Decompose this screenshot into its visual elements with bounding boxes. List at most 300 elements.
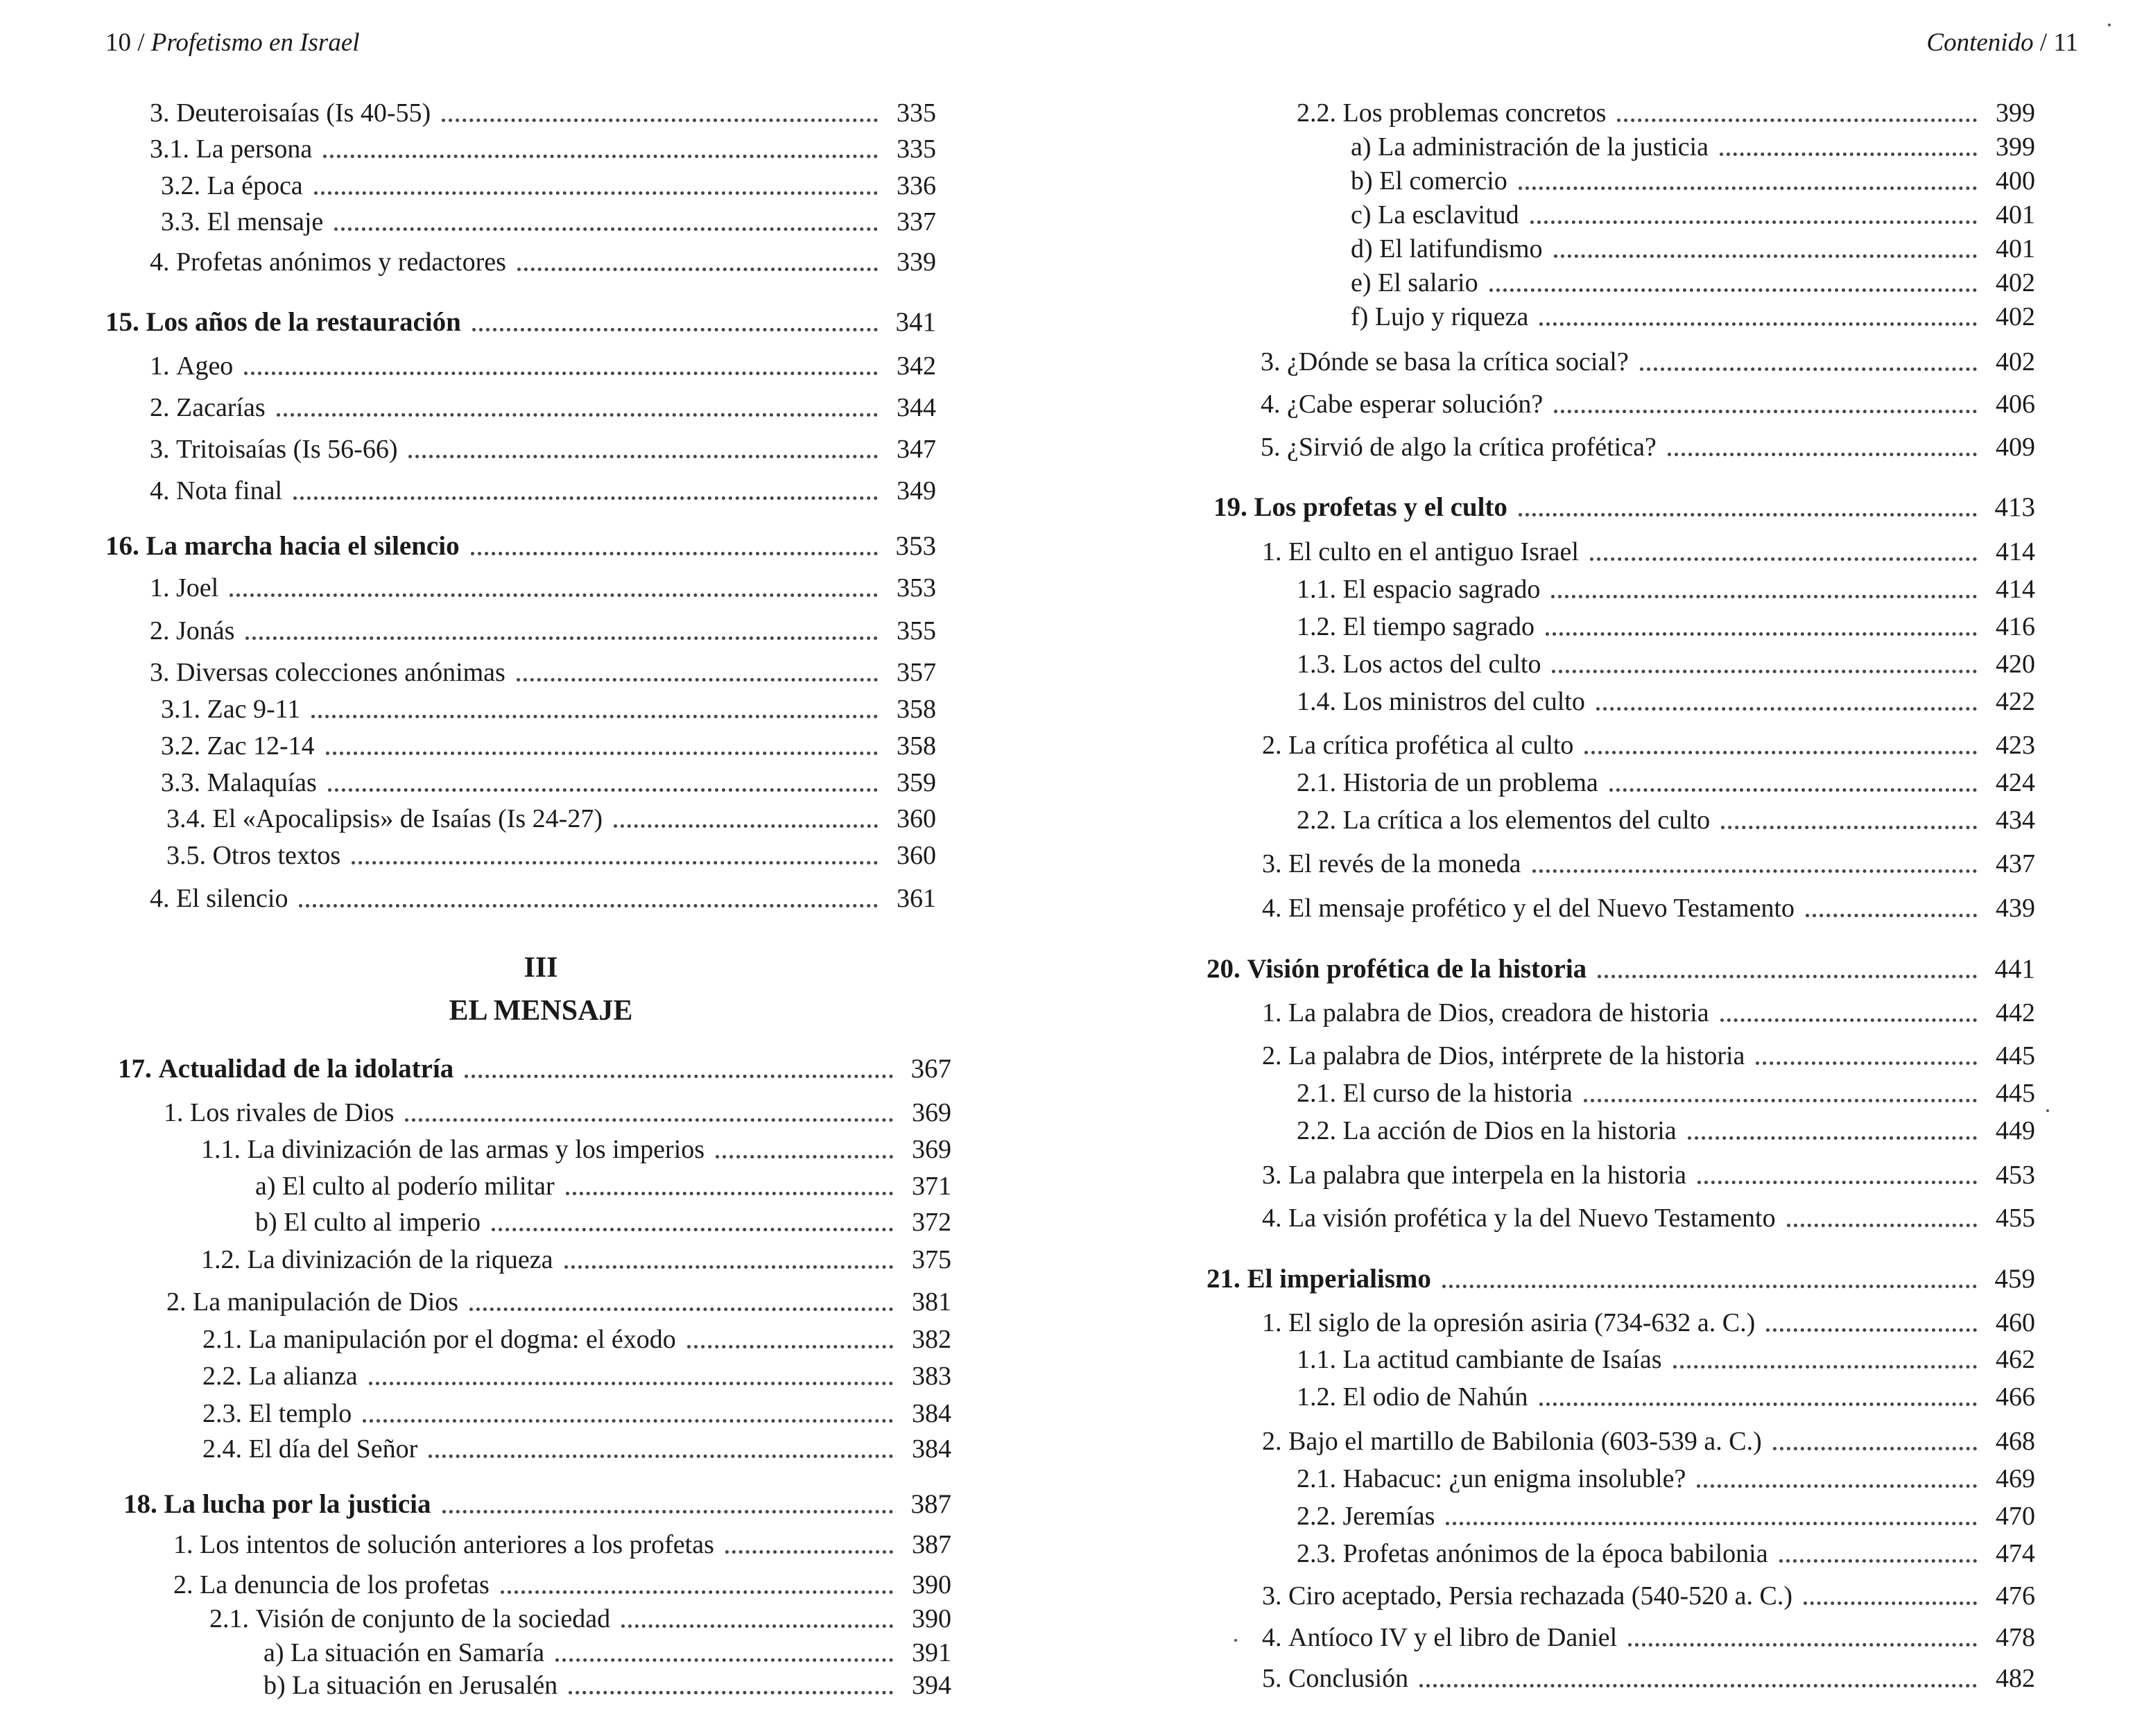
entry-number: 2.2. (1297, 1502, 1343, 1531)
entry-page-number: 336 (897, 171, 936, 200)
entry-title: Nota final (176, 476, 283, 505)
entry-page-number: 406 (1996, 390, 2035, 419)
entry-title: Visión de conjunto de la sociedad (255, 1604, 611, 1633)
entry-number: 3. (1262, 849, 1288, 878)
entry-number: b) (263, 1671, 293, 1700)
entry-title: Jonás (176, 616, 235, 645)
entry-number: 3. (1261, 347, 1287, 376)
entry-number: 3. (1262, 1581, 1288, 1611)
dot-leader (1554, 410, 1977, 413)
dot-leader (1546, 632, 1977, 636)
entry-title: Diversas colecciones anónimas (176, 658, 505, 687)
toc-entry (1297, 647, 2035, 682)
dot-leader (469, 1308, 893, 1311)
entry-page-number: 413 (1994, 492, 2035, 522)
scan-speck (1234, 1639, 1237, 1642)
entry-page-number: 381 (912, 1287, 951, 1317)
entry-page-number: 357 (897, 658, 936, 687)
entry-page-number: 476 (1996, 1581, 2035, 1611)
dot-leader (1609, 788, 1977, 792)
dot-leader (1554, 254, 1977, 258)
entry-number: 3.2. (161, 731, 207, 761)
entry-page-number: 335 (897, 98, 936, 128)
entry-page-number: 342 (897, 351, 936, 381)
toc-chapter-entry (123, 1487, 951, 1522)
entry-number: 4. (150, 248, 176, 277)
toc-entry (1351, 266, 2035, 300)
entry-page-number: 449 (1996, 1116, 2035, 1145)
entry-number: 1. (1262, 998, 1288, 1027)
toc-entry (1262, 1424, 2035, 1459)
entry-number: 2. (150, 616, 176, 645)
entry-page-number: 359 (897, 768, 936, 797)
toc-entry (1261, 345, 2035, 379)
toc-entry (173, 1527, 951, 1562)
entry-page-number: 384 (912, 1399, 951, 1428)
entry-number: 4. (1261, 390, 1287, 419)
entry-title: El espacio sagrado (1342, 575, 1541, 604)
entry-number: 1.2. (201, 1245, 248, 1274)
entry-title: Ageo (176, 351, 234, 381)
dot-leader (1697, 1484, 1977, 1488)
dot-leader (1584, 1099, 1977, 1102)
dot-leader (1519, 186, 1977, 190)
book-title: Profetismo en Israel (150, 28, 360, 57)
entry-page-number: 360 (897, 804, 936, 833)
entry-number: 2. (1262, 1427, 1288, 1456)
toc-entry (263, 1635, 951, 1670)
dot-leader (566, 1192, 893, 1195)
entry-title: El «Apocalipsis» de Isaías (Is 24-27) (212, 804, 603, 833)
entry-number: 3. (150, 435, 176, 464)
entry-page-number: 390 (912, 1570, 951, 1599)
dot-leader (1442, 1285, 1977, 1288)
entry-title: La administración de la justicia (1378, 132, 1709, 162)
entry-title: La acción de Dios en la historia (1342, 1116, 1677, 1145)
entry-page-number: 445 (1996, 1041, 2035, 1070)
dot-leader (1804, 1602, 1977, 1605)
dot-leader (1539, 1403, 1977, 1406)
toc-entry (209, 1602, 951, 1636)
dot-leader (1756, 1061, 1977, 1065)
toc-entry (1297, 1342, 2035, 1377)
dot-leader (555, 1658, 893, 1662)
toc-entry (1297, 1461, 2035, 1496)
toc-entry (1262, 728, 2035, 763)
right-page-number: 11 (2053, 28, 2078, 57)
entry-title: La denuncia de los profetas (200, 1570, 490, 1599)
entry-title: Zac 9-11 (207, 695, 301, 724)
part-number: III (524, 952, 558, 984)
entry-number: b) (255, 1208, 284, 1237)
dot-leader (1787, 1224, 1977, 1227)
toc-entry (1262, 1661, 2035, 1696)
toc-entry (1297, 1113, 2035, 1148)
scan-speck (2108, 24, 2111, 26)
entry-page-number: 353 (897, 573, 936, 602)
entry-title: El salario (1378, 268, 1478, 297)
toc-entry (1297, 1076, 2035, 1111)
entry-title: Habacuc: ¿un enigma insoluble? (1342, 1464, 1686, 1493)
toc-chapter-entry (1213, 490, 2035, 525)
toc-entry (1351, 232, 2035, 266)
entry-number: 2.2. (202, 1362, 249, 1391)
entry-title: La visión profética y la del Nuevo Testamento (1288, 1204, 1776, 1233)
dot-leader (369, 1382, 893, 1385)
entry-title: Profetas anónimos de la época babilonia (1342, 1539, 1768, 1568)
toc-entry (1297, 765, 2035, 800)
entry-number: 2.2. (1297, 1116, 1343, 1145)
entry-title: La palabra de Dios, creadora de historia (1288, 998, 1709, 1027)
entry-page-number: 382 (912, 1325, 951, 1354)
dot-leader (1779, 1559, 1977, 1563)
entry-number: 3.3. (161, 207, 207, 236)
entry-page-number: 353 (895, 531, 936, 561)
entry-number: 20. (1207, 954, 1247, 984)
entry-title: Tritoisaías (Is 56-66) (176, 435, 398, 464)
entry-title: La palabra de Dios, intérprete de la historia (1288, 1041, 1745, 1070)
toc-entry (1261, 387, 2035, 422)
entry-page-number: 402 (1996, 302, 2035, 331)
dot-leader (1697, 1181, 1977, 1184)
entry-number: 2.1. (1297, 1464, 1343, 1493)
entry-title: Zac 12-14 (207, 731, 315, 761)
entry-number: 1.1. (201, 1135, 248, 1164)
entry-title: Los intentos de solución anteriores a los profetas (200, 1530, 714, 1559)
entry-page-number: 347 (897, 435, 936, 464)
entry-title: La persona (196, 134, 313, 164)
dot-leader (1806, 914, 1977, 917)
dot-leader (1598, 975, 1977, 978)
entry-title: La divinización de las armas y los imperios (247, 1135, 705, 1164)
entry-number: 2. (150, 393, 176, 422)
entry-number: 19. (1213, 492, 1254, 522)
entry-page-number: 469 (1996, 1464, 2035, 1493)
entry-page-number: 455 (1996, 1204, 2035, 1233)
entry-title: El culto en el antiguo Israel (1288, 537, 1579, 566)
entry-title: El curso de la historia (1342, 1079, 1573, 1108)
toc-entry (164, 1095, 951, 1130)
entry-title: El silencio (176, 884, 288, 913)
entry-number: 2.3. (1297, 1539, 1343, 1568)
entry-number: 1.2. (1297, 1382, 1343, 1412)
toc-entry (1262, 535, 2035, 569)
toc-entry (1297, 572, 2035, 607)
section-title: Contenido (1926, 28, 2034, 57)
dot-leader (569, 1691, 893, 1694)
entry-number: 15. (105, 307, 146, 337)
entry-number: c) (1351, 200, 1378, 229)
toc-entry (1262, 1620, 2035, 1655)
entry-title: La lucha por la justicia (164, 1489, 431, 1519)
entry-title: La crítica profética al culto (1288, 731, 1574, 760)
entry-title: ¿Sirvió de algo la crítica profética? (1287, 433, 1657, 462)
entry-page-number: 349 (897, 476, 936, 505)
entry-title: Malaquías (207, 768, 317, 797)
entry-number: 4. (1262, 1623, 1288, 1652)
entry-number: 2.2. (1297, 98, 1343, 128)
entry-title: La alianza (248, 1362, 358, 1391)
dot-leader (1489, 288, 1977, 292)
dot-leader (1688, 1136, 1977, 1140)
entry-title: ¿Dónde se basa la crítica social? (1287, 347, 1629, 376)
dot-leader (1446, 1522, 1977, 1525)
entry-number: 3. (150, 98, 176, 128)
entry-number: 2.1. (209, 1604, 256, 1633)
dot-leader (1720, 153, 1977, 156)
entry-number: 5. (1262, 1664, 1288, 1693)
entry-number: 5. (1261, 433, 1287, 462)
entry-title: La actitud cambiante de Isaías (1342, 1345, 1662, 1374)
entry-page-number: 402 (1996, 268, 2035, 297)
entry-page-number: 394 (912, 1671, 951, 1700)
toc-entry (1297, 96, 2035, 130)
entry-page-number: 387 (912, 1530, 951, 1559)
entry-page-number: 441 (1994, 954, 2035, 984)
entry-title: Jeremías (1342, 1502, 1435, 1531)
entry-page-number: 360 (897, 841, 936, 870)
entry-number: 4. (1262, 894, 1288, 923)
entry-page-number: 422 (1996, 687, 2035, 716)
entry-number: 2.1. (1297, 1079, 1343, 1108)
toc-entry (255, 1169, 951, 1204)
toc-entry (1297, 684, 2035, 719)
entry-number: a) (263, 1638, 291, 1667)
entry-title: El culto al poderío militar (282, 1172, 555, 1201)
toc-entry (1297, 803, 2035, 837)
entry-number: 2. (1262, 731, 1288, 760)
entry-title: El templo (248, 1399, 352, 1428)
entry-number: 3.1. (150, 134, 196, 164)
toc-entry (1262, 1158, 2035, 1192)
entry-page-number: 399 (1996, 132, 2035, 162)
entry-number: 1. (150, 351, 176, 381)
toc-entry (1261, 430, 2035, 465)
dot-leader (725, 1550, 893, 1554)
entry-number: 3.2. (161, 171, 207, 200)
dot-leader (1419, 1684, 1977, 1687)
dot-leader (1617, 119, 1977, 122)
entry-page-number: 437 (1996, 849, 2035, 878)
entry-title: Lujo y riqueza (1374, 302, 1529, 331)
entry-page-number: 387 (910, 1489, 951, 1519)
entry-page-number: 453 (1996, 1161, 2035, 1190)
entry-page-number: 369 (912, 1098, 951, 1127)
toc-entry (1297, 1499, 2035, 1534)
entry-page-number: 424 (1996, 768, 2035, 797)
entry-number: 1.1. (1297, 575, 1343, 604)
entry-number: 2. (1262, 1041, 1288, 1070)
toc-entry (202, 1322, 951, 1357)
entry-title: La época (207, 171, 303, 200)
scan-speck (2046, 1109, 2049, 1112)
dot-leader (492, 1228, 893, 1231)
toc-entry (201, 1132, 951, 1167)
entry-page-number: 459 (1994, 1264, 2035, 1294)
entry-number: b) (1351, 166, 1380, 196)
dot-leader (501, 1590, 893, 1594)
entry-number: 3.3. (161, 768, 207, 797)
entry-number: a) (1351, 132, 1378, 162)
entry-page-number: 462 (1996, 1345, 2035, 1374)
entry-title: El mensaje profético y el del Nuevo Testamento (1288, 894, 1795, 923)
dot-leader (465, 1075, 893, 1078)
dot-leader (1552, 670, 1977, 673)
entry-number: 2. (166, 1287, 193, 1317)
entry-page-number: 401 (1996, 200, 2035, 229)
dot-leader (405, 1118, 893, 1122)
toc-entry (1262, 996, 2035, 1030)
dot-leader (687, 1345, 893, 1348)
dot-leader (1668, 453, 1977, 456)
entry-page-number: 414 (1996, 575, 2035, 604)
dot-leader (1766, 1328, 1977, 1332)
entry-page-number: 482 (1996, 1664, 2035, 1693)
entry-title: La situación en Samaría (291, 1638, 545, 1667)
entry-page-number: 414 (1996, 537, 2035, 566)
entry-title: Ciro aceptado, Persia rechazada (540-520 a. C.) (1288, 1581, 1792, 1611)
entry-title: La crítica a los elementos del culto (1342, 806, 1711, 835)
entry-title: Actualidad de la idolatría (158, 1054, 454, 1084)
entry-page-number: 355 (897, 616, 936, 645)
entry-number: 3.5. (166, 841, 213, 870)
entry-number: 2.2. (1297, 806, 1343, 835)
entry-title: El mensaje (207, 207, 324, 236)
entry-title: El día del Señor (248, 1434, 418, 1464)
entry-number: 2.3. (202, 1399, 249, 1428)
entry-page-number: 390 (912, 1604, 951, 1633)
toc-entry (202, 1432, 951, 1466)
entry-title: Los ministros del culto (1342, 687, 1585, 716)
right-page (1068, 0, 2135, 1736)
toc-entry (201, 1242, 951, 1277)
entry-number: 21. (1207, 1264, 1247, 1294)
toc-entry (1262, 1305, 2035, 1340)
toc-entry (1262, 1579, 2035, 1613)
entry-number: 4. (150, 476, 176, 505)
entry-number: 1. (150, 573, 176, 602)
toc-entry (1351, 300, 2035, 334)
entry-number: 4. (1262, 1204, 1288, 1233)
running-head-separator: / (137, 28, 145, 57)
entry-page-number: 470 (1996, 1502, 2035, 1531)
entry-number: 16. (105, 531, 146, 561)
left-page-number: 10 (105, 28, 131, 57)
entry-page-number: 445 (1996, 1079, 2035, 1108)
dot-leader (429, 1455, 893, 1458)
entry-title: La situación en Jerusalén (292, 1671, 558, 1700)
entry-page-number: 344 (897, 393, 936, 422)
dot-leader (442, 1510, 894, 1513)
entry-title: Bajo el martillo de Babilonia (603-539 a. C.) (1288, 1427, 1762, 1456)
entry-page-number: 409 (1996, 433, 2035, 462)
entry-page-number: 383 (912, 1362, 951, 1391)
dot-leader (1519, 513, 1977, 517)
entry-page-number: 466 (1996, 1382, 2035, 1412)
entry-number: 1. (1262, 537, 1288, 566)
dot-leader (1532, 869, 1977, 873)
entry-page-number: 337 (897, 207, 936, 236)
entry-title: Los años de la restauración (146, 307, 461, 337)
dot-leader (1628, 1643, 1977, 1647)
dot-leader (1530, 220, 1977, 224)
entry-title: Los actos del culto (1342, 650, 1541, 679)
entry-number: 1.1. (1297, 1345, 1343, 1374)
toc-entry (202, 1396, 951, 1431)
entry-title: El revés de la moneda (1288, 849, 1521, 878)
entry-number: 1.4. (1297, 687, 1343, 716)
entry-title: Zacarías (176, 393, 266, 422)
entry-number: 2.1. (1297, 768, 1343, 797)
entry-title: Historia de un problema (1342, 768, 1598, 797)
entry-page-number: 341 (895, 307, 936, 337)
dot-leader (363, 1419, 893, 1423)
entry-number: 1.3. (1297, 650, 1343, 679)
entry-title: Visión profética de la historia (1247, 954, 1587, 984)
entry-page-number: 416 (1996, 612, 2035, 641)
entry-page-number: 423 (1996, 731, 2035, 760)
entry-page-number: 367 (910, 1054, 951, 1084)
entry-page-number: 420 (1996, 650, 2035, 679)
toc-entry (1262, 1039, 2035, 1073)
toc-entry (166, 1285, 951, 1319)
entry-number: 3.1. (161, 695, 207, 724)
entry-title: La manipulación de Dios (193, 1287, 459, 1317)
entry-page-number: 399 (1996, 98, 2035, 128)
entry-page-number: 468 (1996, 1427, 2035, 1456)
entry-number: 3. (1262, 1161, 1288, 1190)
entry-title: Los rivales de Dios (190, 1098, 395, 1127)
entry-number: a) (255, 1172, 283, 1201)
entry-number: e) (1351, 268, 1378, 297)
running-head-separator: / (2039, 28, 2048, 57)
entry-number: 18. (123, 1489, 164, 1519)
toc-entry (1297, 1380, 2035, 1414)
entry-title: La esclavitud (1378, 200, 1519, 229)
entry-title: El comercio (1379, 166, 1507, 196)
dot-leader (564, 1265, 893, 1269)
part-title: EL MENSAJE (449, 995, 633, 1027)
entry-page-number: 371 (912, 1172, 951, 1201)
entry-title: El tiempo sagrado (1342, 612, 1535, 641)
dot-leader (1596, 707, 1977, 711)
entry-page-number: 401 (1996, 234, 2035, 263)
dot-leader (716, 1155, 893, 1158)
entry-page-number: 372 (912, 1208, 951, 1237)
entry-page-number: 391 (912, 1638, 951, 1667)
toc-entry (1351, 130, 2035, 164)
dot-leader (1640, 367, 1977, 371)
entry-page-number: 474 (1996, 1539, 2035, 1568)
entry-title: Joel (176, 573, 219, 602)
entry-number: 2.4. (202, 1434, 249, 1464)
entry-number: 2. (173, 1570, 200, 1599)
entry-page-number: 358 (897, 695, 936, 724)
entry-title: Antíoco IV y el libro de Daniel (1288, 1623, 1618, 1652)
entry-title: El culto al imperio (284, 1208, 481, 1237)
entry-number: 3.4. (166, 804, 213, 833)
entry-page-number: 339 (897, 248, 936, 277)
entry-page-number: 460 (1996, 1308, 2035, 1337)
dot-leader (1539, 322, 1977, 326)
right-toc (1068, 0, 2135, 1736)
toc-entry (202, 1359, 951, 1394)
entry-title: Los problemas concretos (1342, 98, 1607, 128)
entry-number: d) (1351, 234, 1380, 263)
entry-number: f) (1351, 302, 1375, 331)
dot-leader (621, 1624, 893, 1628)
entry-title: ¿Cabe esperar solución? (1287, 390, 1544, 419)
